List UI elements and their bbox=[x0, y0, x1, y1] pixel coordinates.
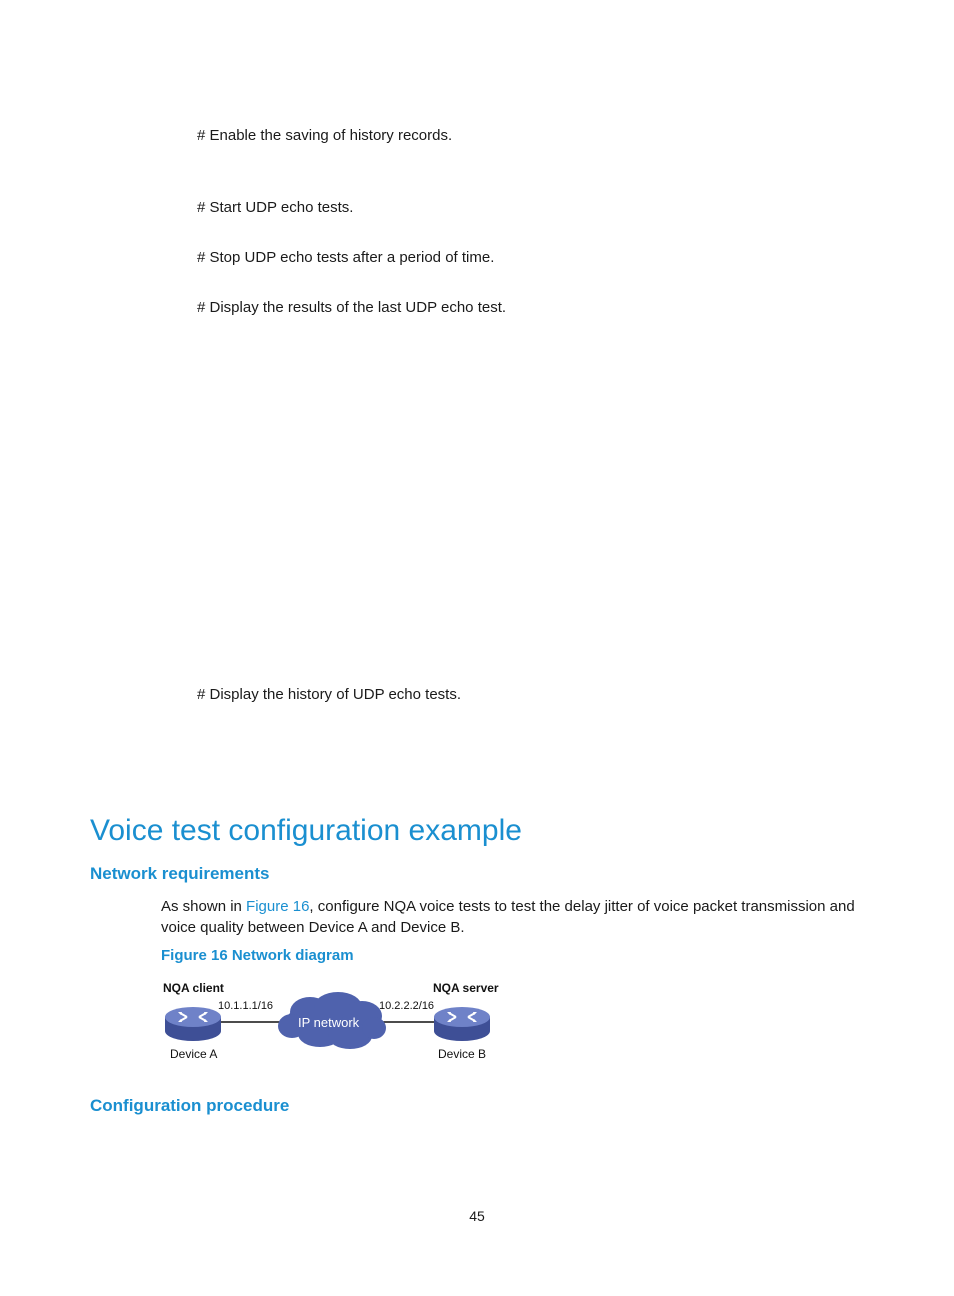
requirements-paragraph bbox=[161, 896, 855, 938]
para-line1-rest: , configure NQA voice tests to test the delay jitter of voice packet transmission and bbox=[309, 898, 855, 915]
configuration-procedure-heading: Configuration procedure bbox=[90, 1096, 290, 1115]
figure-16-link[interactable]: Figure 16 bbox=[246, 898, 310, 915]
page-number: 45 bbox=[469, 1208, 485, 1224]
comment-enable-history: # Enable the saving of history records. bbox=[197, 127, 453, 144]
router-icon-device-a bbox=[165, 1007, 221, 1041]
comment-display-history: # Display the history of UDP echo tests. bbox=[197, 686, 462, 703]
figure-caption: Figure 16 Network diagram bbox=[161, 947, 354, 964]
para-line2: voice quality between Device A and Device B. bbox=[161, 919, 465, 936]
comment-display-results: # Display the results of the last UDP echo test. bbox=[197, 299, 507, 316]
comment-stop-tests: # Stop UDP echo tests after a period of time. bbox=[197, 249, 495, 266]
network-diagram bbox=[150, 976, 530, 1066]
server-ip-label: 10.2.2.2/16 bbox=[379, 1000, 435, 1012]
section-title: Voice test configuration example bbox=[90, 814, 522, 847]
device-a-label: Device A bbox=[170, 1047, 218, 1061]
client-ip-label: 10.1.1.1/16 bbox=[218, 1000, 274, 1012]
device-b-label: Device B bbox=[438, 1047, 487, 1061]
para-prefix: As shown in bbox=[161, 898, 247, 915]
comment-start-tests: # Start UDP echo tests. bbox=[197, 199, 354, 216]
network-requirements-heading: Network requirements bbox=[90, 864, 270, 883]
nqa-client-label: NQA client bbox=[163, 981, 224, 995]
router-icon-device-b bbox=[434, 1007, 490, 1041]
cloud-label: IP network bbox=[298, 1015, 360, 1030]
nqa-server-label: NQA server bbox=[433, 981, 499, 995]
